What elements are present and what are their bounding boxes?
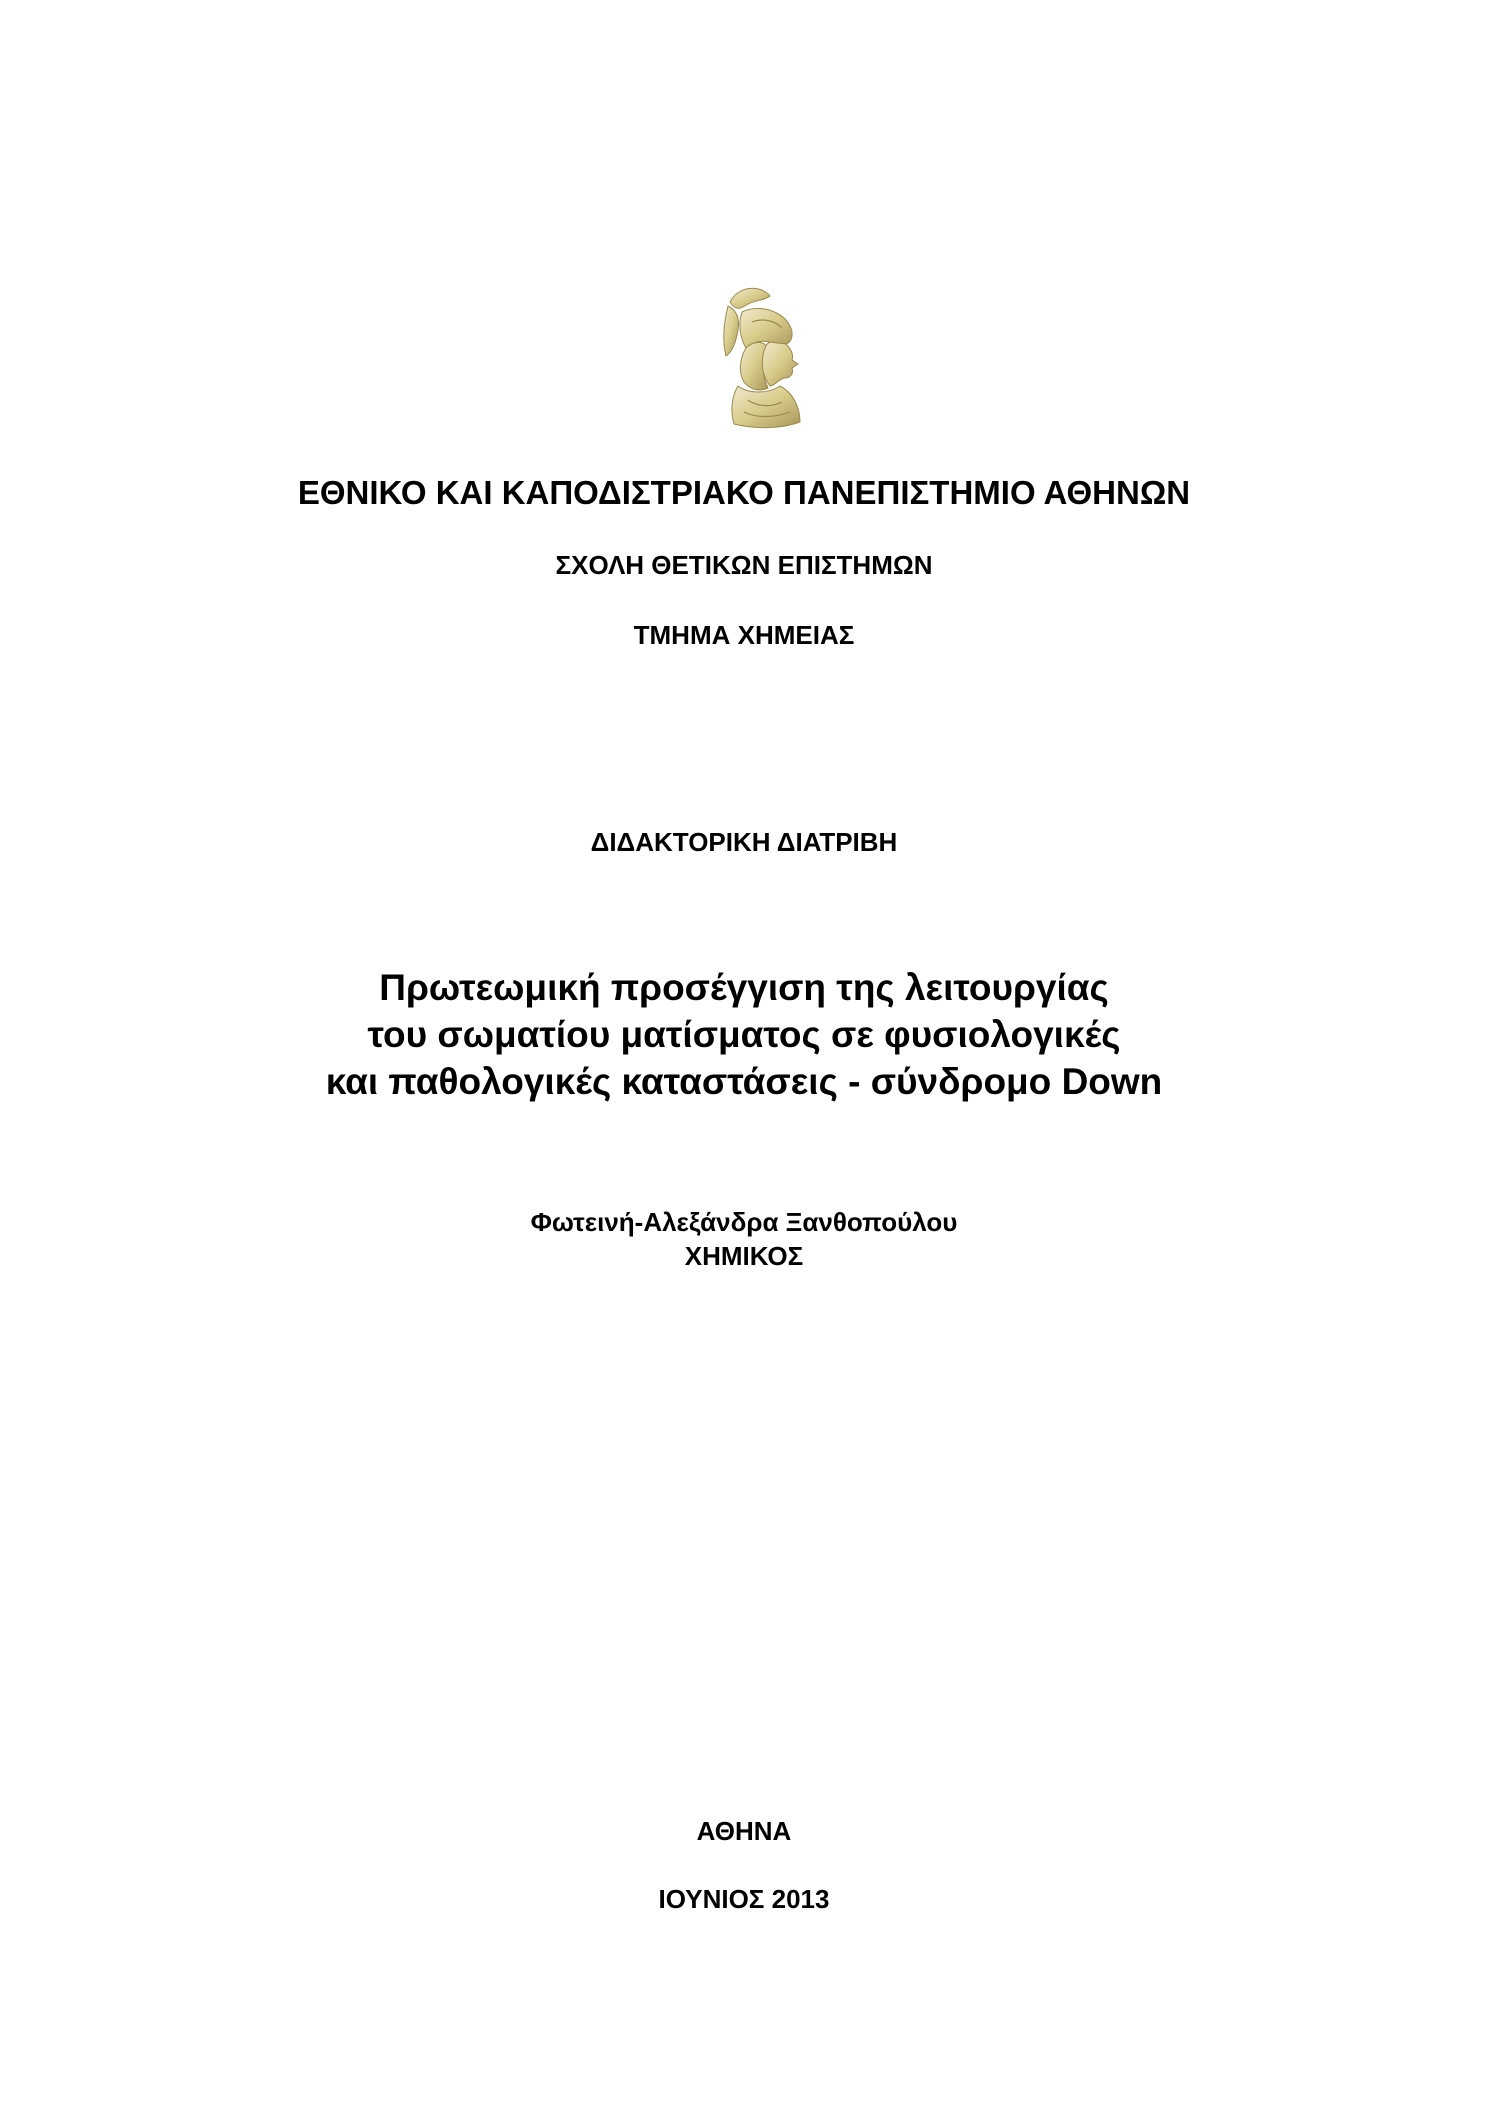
thesis-title-line: Πρωτεωμική προσέγγιση της λειτουργίας — [379, 967, 1109, 1008]
thesis-title-line: του σωματίου ματίσματος σε φυσιολογικές — [367, 1014, 1121, 1055]
thesis-title-line: και παθολογικές καταστάσεις - σύνδρομο Down — [325, 1061, 1163, 1102]
athena-head-emblem-icon — [708, 282, 818, 432]
author-name: Φωτεινή-Αλεξάνδρα Ξανθοπούλου — [530, 1207, 958, 1237]
date: ΙΟΥΝΙΟΣ 2013 — [658, 1884, 830, 1914]
author-profession: ΧΗΜΙΚΟΣ — [684, 1241, 804, 1271]
city: ΑΘΗΝΑ — [696, 1816, 792, 1846]
university-name: ΕΘΝΙΚΟ ΚΑΙ ΚΑΠΟΔΙΣΤΡΙΑΚΟ ΠΑΝΕΠΙΣΤΗΜΙΟ ΑΘΗΝΩΝ — [297, 474, 1191, 511]
department-name: ΤΜΗΜΑ ΧΗΜΕΙΑΣ — [633, 620, 855, 650]
thesis-type: ΔΙΔΑΚΤΟΡΙΚΗ ΔΙΑΤΡΙΒΗ — [590, 827, 898, 857]
school-name: ΣΧΟΛΗ ΘΕΤΙΚΩΝ ΕΠΙΣΤΗΜΩΝ — [555, 550, 933, 580]
